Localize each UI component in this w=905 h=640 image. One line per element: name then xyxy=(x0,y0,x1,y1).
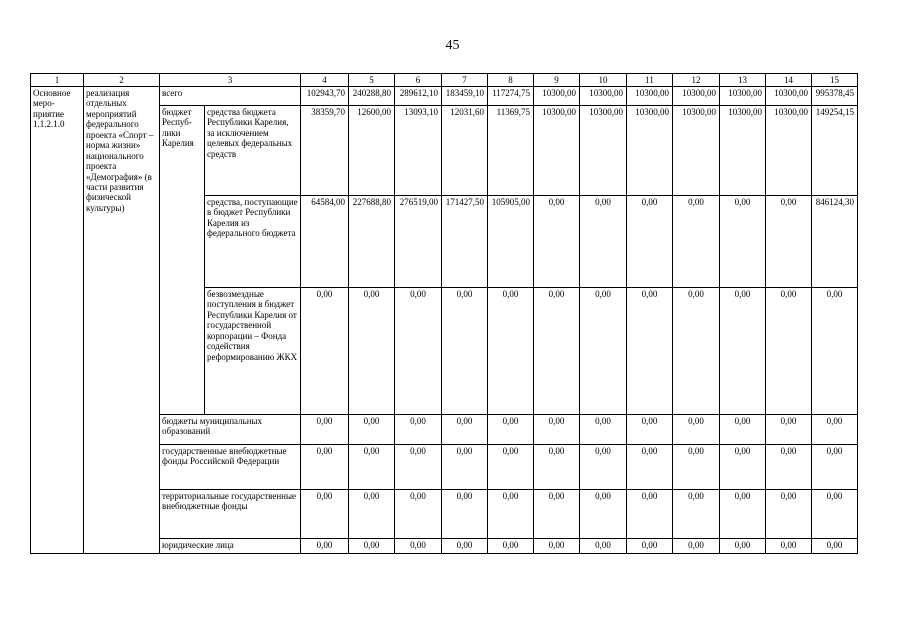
row-label: безвозмездные поступления в бюджет Республики Карелия от государственной корпорации – Фонда содействия реформированию ЖКХ xyxy=(205,288,301,415)
row-label: всего xyxy=(160,87,301,106)
value-cell: 0,00 xyxy=(720,490,766,539)
value-cell: 0,00 xyxy=(349,539,395,554)
value-cell: 846124,30 xyxy=(812,196,858,288)
value-cell: 0,00 xyxy=(766,196,812,288)
value-cell: 0,00 xyxy=(673,490,720,539)
value-cell: 0,00 xyxy=(442,288,488,415)
value-cell: 10300,00 xyxy=(720,87,766,106)
budget-group-cell: бюджет Респуб-лики Карелия xyxy=(160,106,205,415)
value-cell: 0,00 xyxy=(673,539,720,554)
value-cell: 183459,10 xyxy=(442,87,488,106)
value-cell: 10300,00 xyxy=(720,106,766,196)
value-cell: 10300,00 xyxy=(627,106,673,196)
header-cell: 1 xyxy=(31,74,84,87)
value-cell: 0,00 xyxy=(673,445,720,490)
value-cell: 0,00 xyxy=(442,445,488,490)
value-cell: 12031,60 xyxy=(442,106,488,196)
value-cell: 149254,15 xyxy=(812,106,858,196)
value-cell: 0,00 xyxy=(766,415,812,445)
value-cell: 11369,75 xyxy=(488,106,534,196)
header-cell: 11 xyxy=(627,74,673,87)
value-cell: 0,00 xyxy=(720,539,766,554)
value-cell: 0,00 xyxy=(673,415,720,445)
header-cell: 6 xyxy=(395,74,442,87)
value-cell: 0,00 xyxy=(534,288,580,415)
header-cell: 7 xyxy=(442,74,488,87)
value-cell: 10300,00 xyxy=(534,106,580,196)
value-cell: 10300,00 xyxy=(766,87,812,106)
table-row xyxy=(31,87,858,106)
value-cell: 289612,10 xyxy=(395,87,442,106)
value-cell: 10300,00 xyxy=(580,106,627,196)
row-label: средства бюджета Республики Карелия, за исключением целевых федеральных средств xyxy=(205,106,301,196)
value-cell: 0,00 xyxy=(627,445,673,490)
value-cell: 0,00 xyxy=(349,288,395,415)
row-label: средства, поступающие в бюджет Республики Карелия из федерального бюджета xyxy=(205,196,301,288)
value-cell: 10300,00 xyxy=(580,87,627,106)
value-cell: 0,00 xyxy=(766,490,812,539)
row-label: бюджеты муниципальных образований xyxy=(160,415,301,445)
value-cell: 0,00 xyxy=(534,490,580,539)
value-cell: 10300,00 xyxy=(673,87,720,106)
value-cell: 171427,50 xyxy=(442,196,488,288)
value-cell: 0,00 xyxy=(301,539,349,554)
header-row xyxy=(31,74,858,87)
value-cell: 0,00 xyxy=(349,445,395,490)
value-cell: 0,00 xyxy=(349,490,395,539)
value-cell: 0,00 xyxy=(627,415,673,445)
value-cell: 0,00 xyxy=(627,490,673,539)
value-cell: 0,00 xyxy=(812,445,858,490)
value-cell: 0,00 xyxy=(720,415,766,445)
value-cell: 0,00 xyxy=(301,415,349,445)
value-cell: 0,00 xyxy=(766,445,812,490)
header-cell: 4 xyxy=(301,74,349,87)
value-cell: 0,00 xyxy=(766,539,812,554)
value-cell: 0,00 xyxy=(534,415,580,445)
page-number: 45 xyxy=(445,38,460,53)
value-cell: 227688,80 xyxy=(349,196,395,288)
row-label: территориальные государственные внебюджетные фонды xyxy=(160,490,301,539)
value-cell: 0,00 xyxy=(627,196,673,288)
value-cell: 10300,00 xyxy=(673,106,720,196)
value-cell: 102943,70 xyxy=(301,87,349,106)
value-cell: 0,00 xyxy=(488,539,534,554)
value-cell: 0,00 xyxy=(720,288,766,415)
value-cell: 0,00 xyxy=(534,539,580,554)
value-cell: 10300,00 xyxy=(766,106,812,196)
value-cell: 13093,10 xyxy=(395,106,442,196)
header-cell: 9 xyxy=(534,74,580,87)
header-cell: 14 xyxy=(766,74,812,87)
value-cell: 0,00 xyxy=(812,539,858,554)
value-cell: 0,00 xyxy=(395,539,442,554)
value-cell: 0,00 xyxy=(488,445,534,490)
header-cell: 2 xyxy=(84,74,160,87)
value-cell: 0,00 xyxy=(580,445,627,490)
header-cell: 10 xyxy=(580,74,627,87)
value-cell: 0,00 xyxy=(812,415,858,445)
value-cell: 0,00 xyxy=(301,288,349,415)
value-cell: 0,00 xyxy=(720,196,766,288)
value-cell: 0,00 xyxy=(580,196,627,288)
value-cell: 276519,00 xyxy=(395,196,442,288)
value-cell: 10300,00 xyxy=(627,87,673,106)
header-cell: 12 xyxy=(673,74,720,87)
row-label: юридические лица xyxy=(160,539,301,554)
event-description-cell: реализация отдельных мероприятий федерального проекта «Спорт – норма жизни» национального проекта «Демография» (в части развития физической культуры) xyxy=(84,87,160,554)
value-cell: 0,00 xyxy=(488,288,534,415)
value-cell: 10300,00 xyxy=(534,87,580,106)
value-cell: 0,00 xyxy=(673,288,720,415)
value-cell: 0,00 xyxy=(766,288,812,415)
header-cell: 3 xyxy=(160,74,301,87)
value-cell: 64584,00 xyxy=(301,196,349,288)
value-cell: 0,00 xyxy=(395,288,442,415)
financing-table xyxy=(30,73,858,554)
value-cell: 12600,00 xyxy=(349,106,395,196)
header-cell: 8 xyxy=(488,74,534,87)
value-cell: 38359,70 xyxy=(301,106,349,196)
value-cell: 0,00 xyxy=(812,490,858,539)
value-cell: 0,00 xyxy=(395,415,442,445)
header-cell: 15 xyxy=(812,74,858,87)
value-cell: 0,00 xyxy=(580,288,627,415)
value-cell: 0,00 xyxy=(442,415,488,445)
value-cell: 0,00 xyxy=(301,445,349,490)
value-cell: 0,00 xyxy=(627,539,673,554)
value-cell: 0,00 xyxy=(720,445,766,490)
value-cell: 0,00 xyxy=(534,196,580,288)
value-cell: 240288,80 xyxy=(349,87,395,106)
value-cell: 0,00 xyxy=(488,415,534,445)
header-cell: 13 xyxy=(720,74,766,87)
row-label: государственные внебюджетные фонды Российской Федерации xyxy=(160,445,301,490)
value-cell: 995378,45 xyxy=(812,87,858,106)
value-cell: 0,00 xyxy=(534,445,580,490)
value-cell: 0,00 xyxy=(673,196,720,288)
value-cell: 0,00 xyxy=(580,415,627,445)
value-cell: 105905,00 xyxy=(488,196,534,288)
value-cell: 0,00 xyxy=(301,490,349,539)
value-cell: 0,00 xyxy=(580,539,627,554)
value-cell: 0,00 xyxy=(580,490,627,539)
value-cell: 0,00 xyxy=(395,445,442,490)
value-cell: 0,00 xyxy=(442,539,488,554)
value-cell: 0,00 xyxy=(488,490,534,539)
value-cell: 0,00 xyxy=(812,288,858,415)
value-cell: 0,00 xyxy=(395,490,442,539)
event-code-cell: Основное меро-приятие 1.1.2.1.0 xyxy=(31,87,84,554)
value-cell: 0,00 xyxy=(627,288,673,415)
value-cell: 0,00 xyxy=(442,490,488,539)
value-cell: 117274,75 xyxy=(488,87,534,106)
value-cell: 0,00 xyxy=(349,415,395,445)
header-cell: 5 xyxy=(349,74,395,87)
